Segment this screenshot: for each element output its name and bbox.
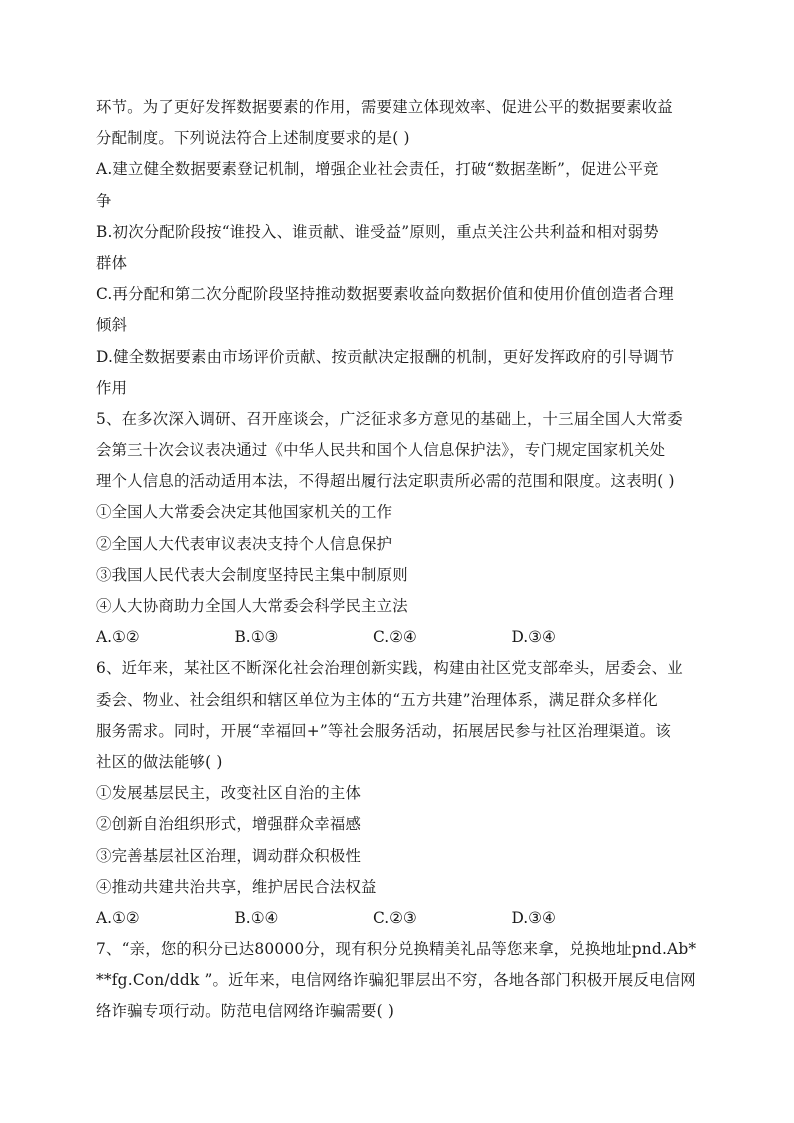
question-6-stem-line-4: 社区的做法能够( ) (96, 752, 223, 771)
question-5-stem-line-1: 5、在多次深入调研、召开座谈会，广泛征求多方意见的基础上，十三届全国人大常委 (96, 409, 683, 428)
question-4-choice-b-line-1: B.初次分配阶段按“谁投入、谁贡献、谁受益”原则，重点关注公共利益和相对弱势 (96, 222, 659, 241)
question-4-choice-a-line-2: 争 (96, 191, 112, 210)
question-4-choice-d-line-1: D.健全数据要素由市场评价贡献、按贡献决定报酬的机制，更好发挥政府的引导调节 (96, 347, 675, 366)
question-6-statement-3: ③完善基层社区治理，调动群众积极性 (96, 846, 362, 865)
question-5-statement-1: ①全国人大常委会决定其他国家机关的工作 (96, 503, 393, 522)
question-6-statement-2: ②创新自治组织形式，增强群众幸福感 (96, 815, 362, 834)
page-content (96, 92, 706, 1028)
question-7-stem-line-3: 络诈骗专项行动。防范电信网络诈骗需要( ) (96, 1002, 395, 1021)
question-5-statement-2: ②全国人大代表审议表决支持个人信息保护 (96, 534, 393, 553)
question-4-choice-d-line-2: 作用 (96, 378, 128, 397)
question-5 (96, 404, 706, 654)
question-6 (96, 653, 706, 934)
question-7 (96, 934, 706, 1028)
question-4-choice-b-line-2: 群体 (96, 253, 128, 272)
question-5-option-b: B.①③ (234, 628, 279, 647)
question-6-statement-4: ④推动共建共治共享，维护居民合法权益 (96, 877, 377, 896)
question-4-stem-line-1: 环节。为了更好发挥数据要素的作用，需要建立体现效率、促进公平的数据要素收益 (96, 98, 673, 116)
question-6-stem-line-2: 委会、物业、社会组织和辖区单位为主体的“五方共建”治理体系，满足群众多样化 (96, 690, 658, 709)
question-7-stem-line-2: **fg.Con/ddk ”。近年来，电信网络诈骗犯罪层出不穷，各地各部门积极开展反电信网 (96, 971, 696, 990)
question-4-stem-line-2: 分配制度。下列说法符合上述制度要求的是( ) (96, 129, 410, 148)
question-5-stem-line-3: 理个人信息的活动适用本法，不得超出履行法定职责所必需的范围和限度。这表明( ) (96, 472, 675, 491)
question-6-statement-1: ①发展基层民主，改变社区自治的主体 (96, 784, 362, 803)
question-4-choice-a-line-1: A.建立健全数据要素登记机制，增强企业社会责任，打破“数据垄断”，促进公平竞 (96, 160, 659, 179)
question-5-options (96, 622, 706, 653)
question-6-option-d: D.③④ (511, 908, 556, 927)
question-6-option-a: A.①② (96, 908, 140, 927)
question-4-choice-c-line-1: C.再分配和第二次分配阶段坚持推动数据要素收益向数据价值和使用价值创造者合理 (96, 285, 674, 304)
question-5-option-c: C.②④ (373, 628, 417, 647)
question-6-stem-line-1: 6、近年来，某社区不断深化社会治理创新实践，构建由社区党支部牵头，居委会、业 (96, 659, 683, 678)
question-5-statement-4: ④人大协商助力全国人大常委会科学民主立法 (96, 597, 408, 615)
question-7-stem-line-1: 7、“亲，您的积分已达80000分，现有积分兑换精美礼品等您来拿，兑换地址pnd.Ab* (96, 940, 697, 959)
question-5-option-a: A.①② (96, 628, 140, 647)
question-6-option-b: B.①④ (234, 908, 279, 927)
question-6-option-c: C.②③ (373, 908, 417, 927)
question-6-stem-line-3: 服务需求。同时，开展“幸福回+”等社会服务活动，拓展居民参与社区治理渠道。该 (96, 721, 671, 740)
question-4-choice-c-line-2: 倾斜 (96, 316, 128, 335)
question-4 (96, 92, 706, 404)
question-5-statement-3: ③我国人民代表大会制度坚持民主集中制原则 (96, 565, 408, 584)
question-6-options (96, 903, 706, 934)
question-5-stem-line-2: 会第三十次会议表决通过《中华人民共和国个人信息保护法》，专门规定国家机关处 (96, 441, 666, 460)
question-5-option-d: D.③④ (511, 628, 556, 647)
